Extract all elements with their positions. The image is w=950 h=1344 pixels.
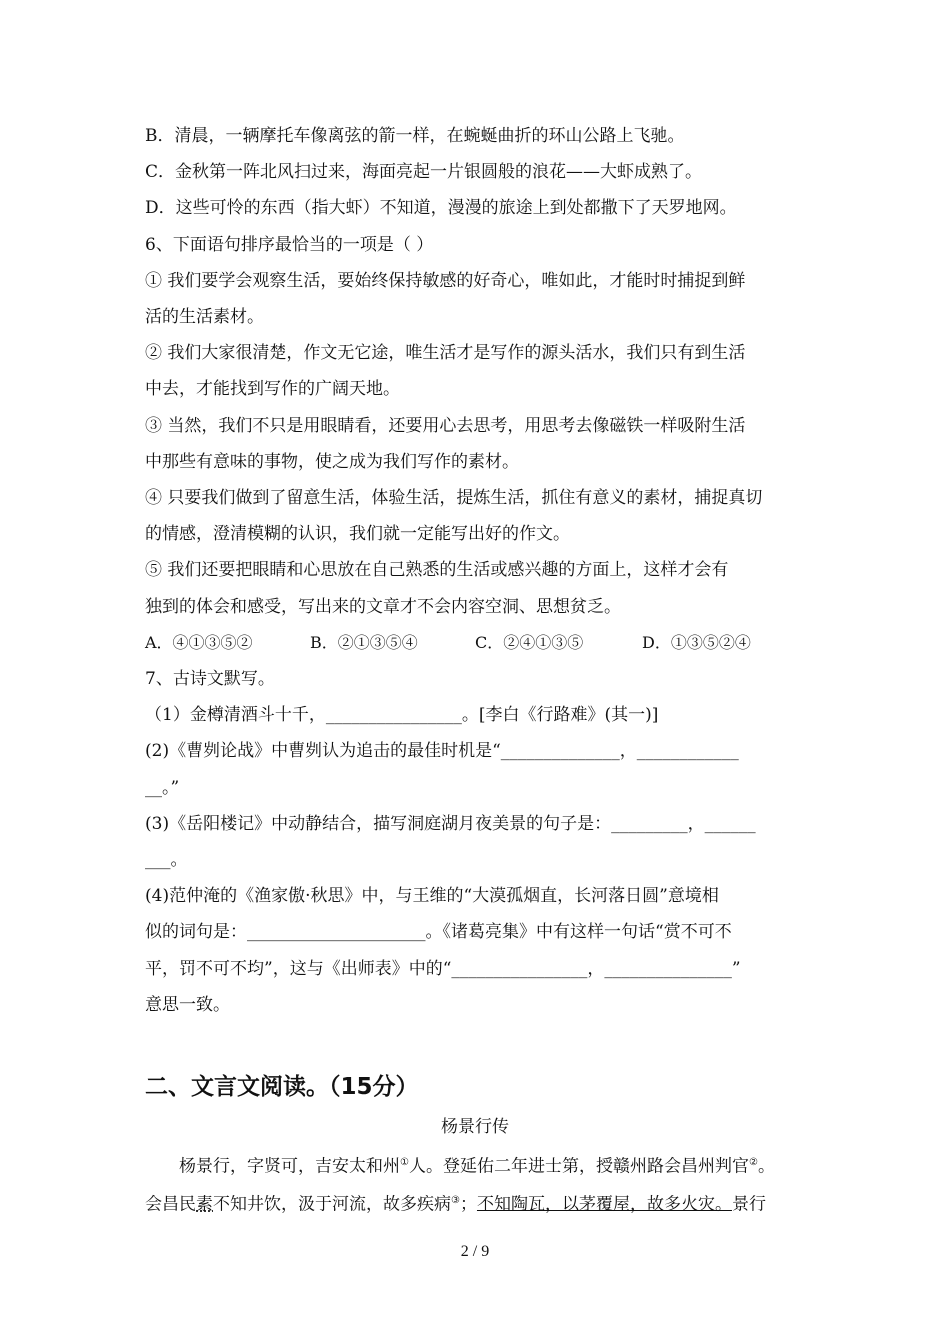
page-number: 2 / 9 xyxy=(460,1243,490,1260)
q7-item-2: (2)《曹刿论战》中曹刿认为追击的最佳时机是“______________，____________ xyxy=(145,741,739,762)
question-7-stem: 7、古诗文默写。 xyxy=(145,669,275,690)
question-6-options xyxy=(145,625,810,661)
sentence-4-cont: 的情感，澄清模糊的认识，我们就一定能写出好的作文。 xyxy=(145,524,570,545)
section-heading: 二、文言文阅读。（15分） xyxy=(145,1074,419,1100)
q7-item-4: (4)范仲淹的《渔家傲·秋思》中，与王维的“大漠孤烟直，长河落日圆”意境相 xyxy=(145,886,719,907)
footnote-1: ① xyxy=(400,1157,409,1168)
passage-body xyxy=(145,1146,810,1221)
sentence-1: ① 我们要学会观察生活，要始终保持敏感的好奇心，唯如此，才能时时捕捉到鲜 xyxy=(145,270,746,291)
option-d: D．这些可怜的东西（指大虾）不知道，漫漫的旅途上到处都撒下了天罗地网。 xyxy=(145,198,737,219)
footnote-2: ② xyxy=(748,1157,758,1168)
underlined-sentence: 不知陶瓦，以茅覆屋，故多火灾。 xyxy=(476,1194,732,1215)
sentence-2: ② 我们大家很清楚，作文无它途，唯生活才是写作的源头活水，我们只有到生活 xyxy=(145,343,746,364)
option-c: C．金秋第一阵北风扫过来，海面亮起一片银圆般的浪花——大虾成熟了。 xyxy=(145,162,703,183)
sentence-1-cont: 活的生活素材。 xyxy=(145,307,264,328)
choice-a: A．④①③⑤② xyxy=(145,632,253,652)
q7-item-4-cont2: 平，罚不可不均”，这与《出师表》中的“________________，_______________” xyxy=(145,958,741,979)
choice-d: D．①③⑤②④ xyxy=(642,632,751,652)
passage-line-1: 杨景行，字贤可，吉安太和州①人。登延佑二年进士第，授赣州路会昌州判官②。 xyxy=(179,1156,775,1177)
choice-b: B．②①③⑤④ xyxy=(310,632,418,652)
emphasized-char: 素 xyxy=(196,1194,213,1215)
footnote-3: ③ xyxy=(451,1194,460,1206)
question-6-stem: 6、下面语句排序最恰当的一项是（ ） xyxy=(145,234,434,255)
q7-item-3: (3)《岳阳楼记》中动静结合，描写洞庭湖月夜美景的句子是：_________，______ xyxy=(145,813,756,834)
sentence-3-cont: 中那些有意味的事物，使之成为我们写作的素材。 xyxy=(145,451,519,472)
sentence-3: ③ 当然，我们不只是用眼睛看，还要用心去思考，用思考去像磁铁一样吸附生活 xyxy=(145,415,746,436)
choice-c: C．②④①③⑤ xyxy=(475,632,584,652)
q7-item-3-cont: ___。 xyxy=(145,850,188,871)
sentence-5: ⑤ 我们还要把眼睛和心思放在自己熟悉的生活或感兴趣的方面上，这样才会有 xyxy=(145,560,729,581)
q7-item-4-cont1: 似的词句是：_____________________。《诸葛亮集》中有这样一句话“赏不可不 xyxy=(145,922,732,943)
q7-item-4-cont3: 意思一致。 xyxy=(145,994,230,1015)
passage-line-2: 会昌民素不知井饮，汲于河流，故多疾病③；不知陶瓦，以茅覆屋，故多火灾。景行 xyxy=(145,1194,766,1215)
sentence-4: ④ 只要我们做到了留意生活，体验生活，提炼生活，抓住有意义的素材，捕捉真切 xyxy=(145,488,763,509)
q7-item-2-cont: __。” xyxy=(145,777,180,798)
passage-title: 杨景行传 xyxy=(441,1117,509,1137)
q7-item-1: （1）金樽清酒斗十千，________________。[李白《行路难》(其一)] xyxy=(145,705,659,726)
question-content xyxy=(145,118,810,1023)
option-b: B．清晨，一辆摩托车像离弦的箭一样，在蜿蜒曲折的环山公路上飞驰。 xyxy=(145,126,685,146)
sentence-2-cont: 中去，才能找到写作的广阔天地。 xyxy=(145,379,400,400)
sentence-5-cont: 独到的体会和感受，写出来的文章才不会内容空洞、思想贫乏。 xyxy=(145,596,621,617)
